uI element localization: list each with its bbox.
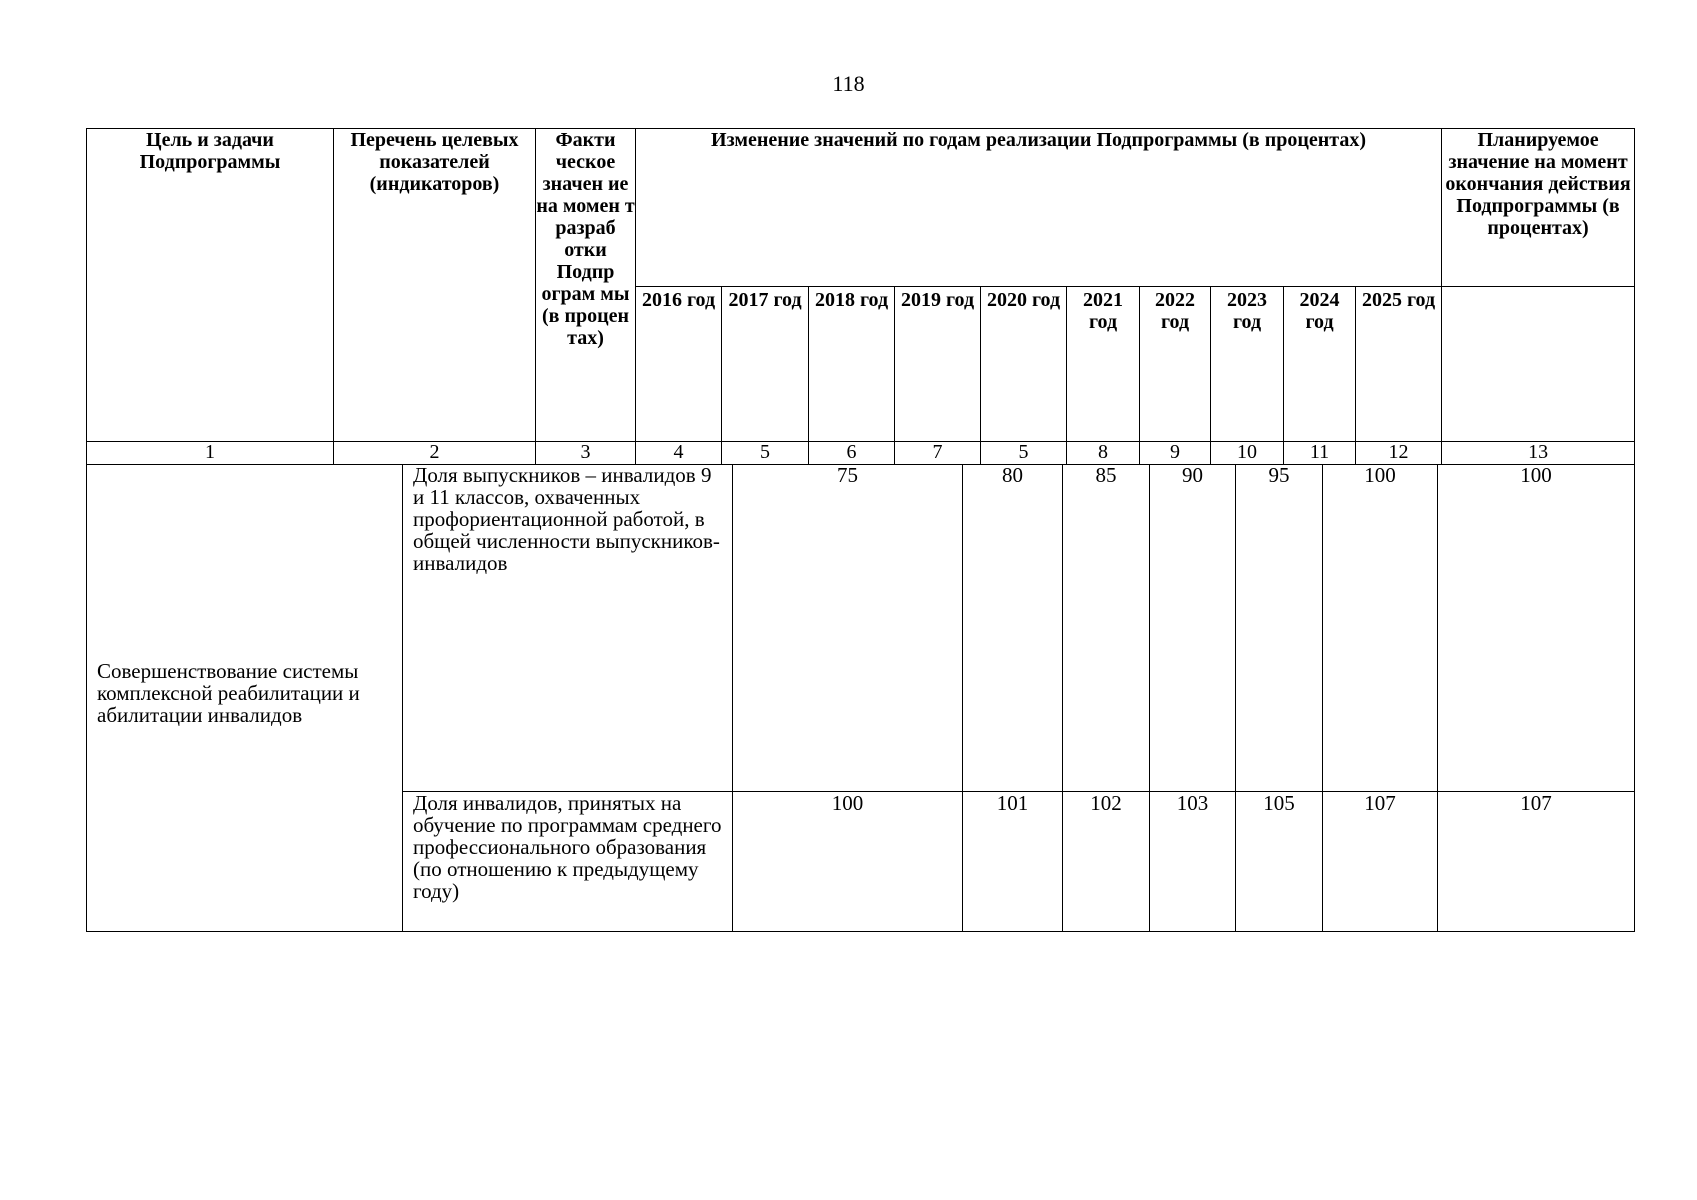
value-cell: 90 [1150, 464, 1236, 791]
header-year: 2021 год [1067, 287, 1140, 442]
column-number: 13 [1442, 442, 1635, 465]
header-table [86, 128, 1635, 465]
column-number: 8 [1067, 442, 1140, 465]
column-number: 1 [87, 442, 334, 465]
value-cell: 85 [1063, 464, 1150, 791]
header-planned-empty [1442, 287, 1635, 442]
value-cell: 95 [1236, 464, 1323, 791]
page-number: 118 [832, 71, 865, 96]
column-number: 12 [1356, 442, 1442, 465]
value-cell: 75 [733, 464, 963, 791]
table-row [87, 464, 1635, 791]
column-number: 6 [809, 442, 895, 465]
value-cell: 100 [733, 791, 963, 931]
value-cell: 107 [1323, 791, 1438, 931]
goal-cell: Совершенствование системы комплексной реабилитации и абилитации инвалидов [87, 464, 403, 931]
header-year: 2023 год [1211, 287, 1284, 442]
value-cell: 105 [1236, 791, 1323, 931]
header-year: 2024 год [1284, 287, 1356, 442]
header-year: 2022 год [1140, 287, 1211, 442]
column-number: 5 [981, 442, 1067, 465]
value-cell: 100 [1323, 464, 1438, 791]
column-number: 9 [1140, 442, 1211, 465]
header-planned-value: Планируемое значение на момент окончания действия Подпрограммы (в процентах) [1442, 129, 1635, 287]
value-cell: 103 [1150, 791, 1236, 931]
indicator-cell: Доля выпускников – инвалидов 9 и 11 классов, охваченных профориентационной работой, в общей численности выпускников-инвалидов [403, 464, 733, 791]
header-year: 2016 год [636, 287, 722, 442]
planned-cell: 107 [1438, 791, 1635, 931]
header-year: 2020 год [981, 287, 1067, 442]
header-actual-value: Факти ческое значен ие на момен т разраб отки Подпр ограм мы (в процен тах) [536, 129, 636, 442]
body-table [86, 464, 1635, 932]
header-year: 2025 год [1356, 287, 1442, 442]
column-number: 10 [1211, 442, 1284, 465]
value-cell: 102 [1063, 791, 1150, 931]
indicator-cell: Доля инвалидов, принятых на обучение по программам среднего профессионального образования (по отношению к предыдущему году) [403, 791, 733, 931]
header-year: 2018 год [809, 287, 895, 442]
column-number: 7 [895, 442, 981, 465]
column-number: 4 [636, 442, 722, 465]
header-year: 2017 год [722, 287, 809, 442]
planned-cell: 100 [1438, 464, 1635, 791]
column-number: 5 [722, 442, 809, 465]
column-number: 11 [1284, 442, 1356, 465]
column-number: 2 [334, 442, 536, 465]
value-cell: 80 [963, 464, 1063, 791]
header-year: 2019 год [895, 287, 981, 442]
value-cell: 101 [963, 791, 1063, 931]
header-goal: Цель и задачи Подпрограммы [87, 129, 334, 442]
column-number: 3 [536, 442, 636, 465]
header-change-by-years: Изменение значений по годам реализации Подпрограммы (в процентах) [636, 129, 1442, 287]
header-indicators: Перечень целевых показателей (индикаторов) [334, 129, 536, 442]
